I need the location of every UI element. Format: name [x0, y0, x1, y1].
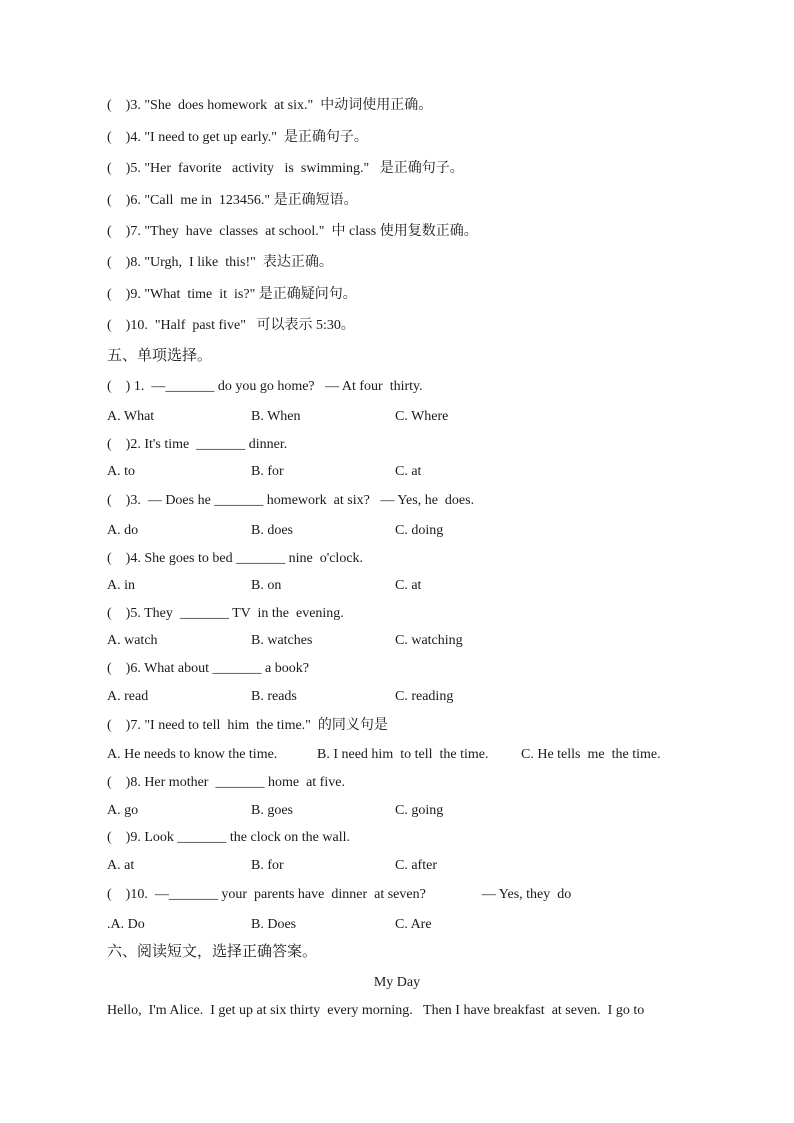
choice-question-2: ( )2. It's time _______ dinner. [107, 437, 288, 452]
choice-1-option-c: C. Where [395, 409, 449, 424]
choice-1-option-a: A. What [107, 409, 155, 424]
choice-9-option-c: C. after [395, 858, 437, 873]
choice-5-option-c: C. watching [395, 633, 463, 648]
choice-5-option-a: A. watch [107, 633, 158, 648]
judgement-item-6: ( )6. "Call me in 123456." 是正确短语。 [107, 193, 358, 208]
choice-7-option-b: B. I need him to tell the time. [317, 747, 489, 762]
choice-2-option-a: A. to [107, 464, 135, 479]
choice-8-option-a: A. go [107, 803, 139, 818]
choice-6-option-a: A. read [107, 689, 149, 704]
judgement-item-9: ( )9. "What time it is?" 是正确疑问句。 [107, 287, 357, 302]
choice-6-option-c: C. reading [395, 689, 454, 704]
choice-2-option-b: B. for [251, 464, 284, 479]
choice-3-option-b: B. does [251, 523, 293, 538]
judgement-item-7: ( )7. "They have classes at school." 中 class 使用复数正确。 [107, 224, 478, 239]
judgement-item-10: ( )10. "Half past five" 可以表示 5:30。 [107, 318, 355, 333]
choice-7-option-c: C. He tells me the time. [521, 747, 661, 762]
choice-question-5: ( )5. They _______ TV in the evening. [107, 606, 344, 621]
choice-10-option-c: C. Are [395, 917, 432, 932]
choice-3-option-c: C. doing [395, 523, 444, 538]
choice-9-option-a: A. at [107, 858, 135, 873]
choice-10-option-a: .A. Do [107, 917, 145, 932]
choice-8-option-c: C. going [395, 803, 444, 818]
judgement-item-4: ( )4. "I need to get up early." 是正确句子。 [107, 130, 368, 145]
judgement-item-5: ( )5. "Her favorite activity is swimming." 是正确句子。 [107, 161, 464, 176]
choice-question-10: ( )10. —_______ your parents have dinner at seven? — Yes, they do [107, 887, 572, 902]
passage-title: My Day [373, 975, 421, 990]
choice-question-1: ( ) 1. —_______ do you go home? — At four thirty. [107, 379, 423, 394]
choice-question-9: ( )9. Look _______ the clock on the wall. [107, 830, 351, 845]
choice-question-3: ( )3. — Does he _______ homework at six? — Yes, he does. [107, 493, 475, 508]
choice-8-option-b: B. goes [251, 803, 293, 818]
choice-question-6: ( )6. What about _______ a book? [107, 661, 309, 676]
section-title-multiple-choice: 五、单项选择。 [107, 348, 213, 364]
judgement-item-8: ( )8. "Urgh, I like this!" 表达正确。 [107, 255, 333, 270]
choice-1-option-b: B. When [251, 409, 301, 424]
choice-9-option-b: B. for [251, 858, 284, 873]
choice-question-8: ( )8. Her mother _______ home at five. [107, 775, 345, 790]
passage-text: Hello, I'm Alice. I get up at six thirty every morning. Then I have breakfast at seven. I go to [107, 1003, 645, 1018]
section-title-reading: 六、阅读短文，选择正确答案。 [107, 944, 318, 960]
choice-2-option-c: C. at [395, 464, 422, 479]
choice-question-4: ( )4. She goes to bed _______ nine o'clock. [107, 551, 364, 566]
choice-4-option-a: A. in [107, 578, 135, 593]
choice-4-option-b: B. on [251, 578, 282, 593]
choice-question-7: ( )7. "I need to tell him the time." 的同义句是 [107, 718, 388, 733]
choice-7-option-a: A. He needs to know the time. [107, 747, 278, 762]
choice-4-option-c: C. at [395, 578, 422, 593]
choice-6-option-b: B. reads [251, 689, 297, 704]
choice-5-option-b: B. watches [251, 633, 313, 648]
choice-3-option-a: A. do [107, 523, 139, 538]
choice-10-option-b: B. Does [251, 917, 297, 932]
judgement-item-3: ( )3. "She does homework at six." 中动词使用正确。 [107, 98, 433, 113]
